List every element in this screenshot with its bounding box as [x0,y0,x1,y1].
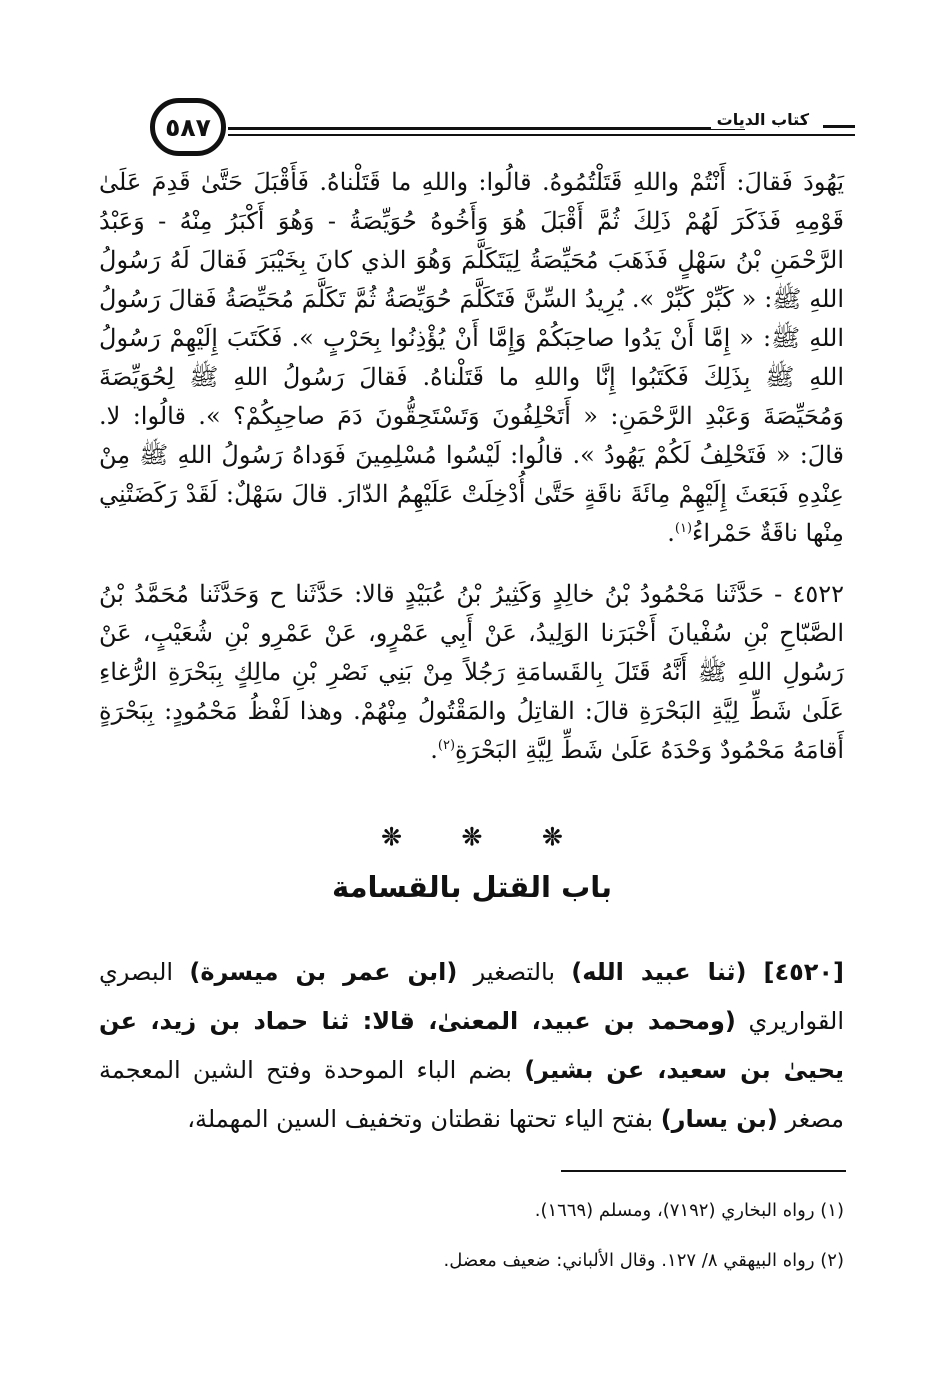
footnote-divider [561,1170,846,1172]
footnote-item: (٢) رواه البيهقي ٨/ ١٢٧. وقال الألباني: ضعيف معضل. [443,1250,844,1271]
chapter-title: باب القتل بالقسامة [331,870,613,904]
page-number: ٥٨٧ [150,98,226,156]
header-rule-thick [228,127,745,130]
header-rule-tail [823,125,855,128]
commentary-bold: [٤٥٢٠] (ثنا عبيد الله) [571,958,844,986]
footnote-item: (١) رواه البخاري (٧١٩٢)، ومسلم (١٦٦٩). [534,1200,844,1221]
hadith-text [99,163,844,770]
hadith-paragraph-text: يَهُودَ فَقالَ: أَنْتُمْ واللهِ قَتَلْتُمُوهُ. قالُوا: واللهِ ما قَتَلْناهُ. فَأَقْبَلَ حَتَّىٰ قَدِمَ عَلَىٰ قَوْمِهِ فَذَكَرَ لَهُمْ ذَلِكَ ثُمَّ أَقْبَلَ هُوَ وَأَخُوهُ حُوَيِّصَةُ - وَهُوَ أَكْبَرُ مِنْهُ - وَعَبْدُ الرَّحْمَنِ بْنُ سَهْلٍ فَذَهَبَ مُحَيِّصَةُ لِيَتَكَلَّمَ وَهُوَ الذي كانَ بِخَيْبَرَ فَقالَ لَهُ رَسُولُ اللهِ ﷺ: « كَبِّرْ كَبِّرْ ». يُرِيدُ السِّنَّ فَتَكَلَّمَ حُوَيِّصَةُ ثُمَّ تَكَلَّمَ مُحَيِّصَةُ فَقالَ رَسُولُ اللهِ ﷺ: « إِمَّا أَنْ يَدُوا صاحِبَكُمْ وَإِمَّا أَنْ يُؤْذِنُوا بِحَرْبٍ ». فَكَتَبَ إِلَيْهِمْ رَسُولُ اللهِ ﷺ بِذَلِكَ فَكَتَبُوا إِنَّا واللهِ ما قَتَلْناهُ. فَقالَ رَسُولُ اللهِ ﷺ لِحُوَيِّصَةَ وَمُحَيِّصَةَ وَعَبْدِ الرَّحْمَنِ: « أَتَحْلِفُونَ وَتَسْتَحِقُّونَ دَمَ صاحِبِكُمْ؟ ». قالُوا: لا. قالَ: « فَتَحْلِفُ لَكُمْ يَهُودُ ». قالُوا: لَيْسُوا مُسْلِمِينَ فَوَداهُ رَسُولُ اللهِ ﷺ مِنْ عِنْدِهِ فَبَعَثَ إِلَيْهِمْ مِائَةَ ناقَةٍ حَتَّىٰ أُدْخِلَتْ عَلَيْهِمُ الدّارَ. قالَ سَهْلٌ: لَقَدْ رَكَضَتْنِي مِنْها ناقَةٌ حَمْراءُ [99,168,845,547]
commentary-paragraph [99,948,844,1144]
commentary-bold: (بن يسار) [660,1105,778,1133]
commentary-text [99,948,844,1144]
running-header [150,98,855,160]
header-rule-thin [228,134,855,136]
commentary-normal: بالتصغير [457,958,572,986]
footnote-ref: (٢) [437,738,456,753]
hadith-paragraph: يَهُودَ فَقالَ: أَنْتُمْ واللهِ قَتَلْتُمُوهُ. قالُوا: واللهِ ما قَتَلْناهُ. فَأَقْبَلَ حَتَّىٰ قَدِمَ عَلَىٰ قَوْمِهِ فَذَكَرَ لَهُمْ ذَلِكَ ثُمَّ أَقْبَلَ هُوَ وَأَخُوهُ حُوَيِّصَةُ - وَهُوَ أَكْبَرُ مِنْهُ - وَعَبْدُ الرَّحْمَنِ بْنُ سَهْلٍ فَذَهَبَ مُحَيِّصَةُ لِيَتَكَلَّمَ وَهُوَ الذي كانَ بِخَيْبَرَ فَقالَ لَهُ رَسُولُ اللهِ ﷺ: « كَبِّرْ كَبِّرْ ». يُرِيدُ السِّنَّ فَتَكَلَّمَ حُوَيِّصَةُ ثُمَّ تَكَلَّمَ مُحَيِّصَةُ فَقالَ رَسُولُ اللهِ ﷺ: « إِمَّا أَنْ يَدُوا صاحِبَكُمْ وَإِمَّا أَنْ يُؤْذِنُوا بِحَرْبٍ ». فَكَتَبَ إِلَيْهِمْ رَسُولُ اللهِ ﷺ بِذَلِكَ فَكَتَبُوا إِنَّا واللهِ ما قَتَلْناهُ. فَقالَ رَسُولُ اللهِ ﷺ لِحُوَيِّصَةَ وَمُحَيِّصَةَ وَعَبْدِ الرَّحْمَنِ: « أَتَحْلِفُونَ وَتَسْتَحِقُّونَ دَمَ صاحِبِكُمْ؟ ». قالُوا: لا. قالَ: « فَتَحْلِفُ لَكُمْ يَهُودُ ». قالُوا: لَيْسُوا مُسْلِمِينَ فَوَداهُ رَسُولُ اللهِ ﷺ مِنْ عِنْدِهِ فَبَعَثَ إِلَيْهِمْ مِائَةَ ناقَةٍ حَتَّىٰ أُدْخِلَتْ عَلَيْهِمُ الدّارَ. قالَ سَهْلٌ: لَقَدْ رَكَضَتْنِي مِنْها ناقَةٌ حَمْراءُ$^{(١)}$. [99,168,845,547]
section-separator: ❊ ❊ ❊ [381,822,589,851]
commentary-normal: بفتح الياء تحتها نقطتان وتخفيف السين المهملة، [187,1105,661,1133]
running-title: كتاب الديات [711,110,815,129]
commentary-normal: بضم الباء الموحدة وفتح الشين المعجمة مصغر [99,1056,844,1133]
commentary-bold: (ومحمد بن عبيد، المعنىٰ، قالا: ثنا حماد بن زيد، عن يحيىٰ بن سعيد، عن بشير) [99,1007,845,1084]
footnote-ref: (١) [674,521,693,536]
hadith-paragraph: ٤٥٢٢ - حَدَّثَنا مَحْمُودُ بْنُ خالِدٍ وَكَثِيرُ بْنُ عُبَيْدٍ قالا: حَدَّثَنا ح وَحَدَّثَنا مُحَمَّدُ بْنُ الصَّبّاحِ بْنِ سُفْيانَ أَخْبَرَنا الوَلِيدُ، عَنْ أَبِي عَمْرٍو، عَنْ عَمْرِو بْنِ شُعَيْبٍ، عَنْ رَسُولِ اللهِ ﷺ أَنَّهُ قَتَلَ بِالقَسامَةِ رَجُلاً مِنْ بَنِي نَصْرِ بْنِ مالِكٍ بِبَحْرَةِ الرُّغاءِ عَلَىٰ شَطِّ لِيَّةِ البَحْرَةِ قالَ: القاتِلُ والمَقْتُولُ مِنْهُمْ. وهذا لَفْظُ مَحْمُودٍ: بِبَحْرَةٍ أَقامَهُ مَحْمُودٌ وَحْدَهُ عَلَىٰ شَطِّ لِيَّةِ البَحْرَةِ$^{(٢)}$. [99,580,845,764]
footnotes [99,1186,844,1286]
hadith-paragraph-text: ٤٥٢٢ - حَدَّثَنا مَحْمُودُ بْنُ خالِدٍ وَكَثِيرُ بْنُ عُبَيْدٍ قالا: حَدَّثَنا ح وَحَدَّثَنا مُحَمَّدُ بْنُ الصَّبّاحِ بْنِ سُفْيانَ أَخْبَرَنا الوَلِيدُ، عَنْ أَبِي عَمْرٍو، عَنْ عَمْرِو بْنِ شُعَيْبٍ، عَنْ رَسُولِ اللهِ ﷺ أَنَّهُ قَتَلَ بِالقَسامَةِ رَجُلاً مِنْ بَنِي نَصْرِ بْنِ مالِكٍ بِبَحْرَةِ الرُّغاءِ عَلَىٰ شَطِّ لِيَّةِ البَحْرَةِ قالَ: القاتِلُ والمَقْتُولُ مِنْهُمْ. وهذا لَفْظُ مَحْمُودٍ: بِبَحْرَةٍ أَقامَهُ مَحْمُودٌ وَحْدَهُ عَلَىٰ شَطِّ لِيَّةِ البَحْرَةِ [99,580,845,764]
commentary-bold: (ابن عمر بن ميسرة) [189,958,458,986]
commentary-normal: البصري القواريري [99,958,844,1035]
